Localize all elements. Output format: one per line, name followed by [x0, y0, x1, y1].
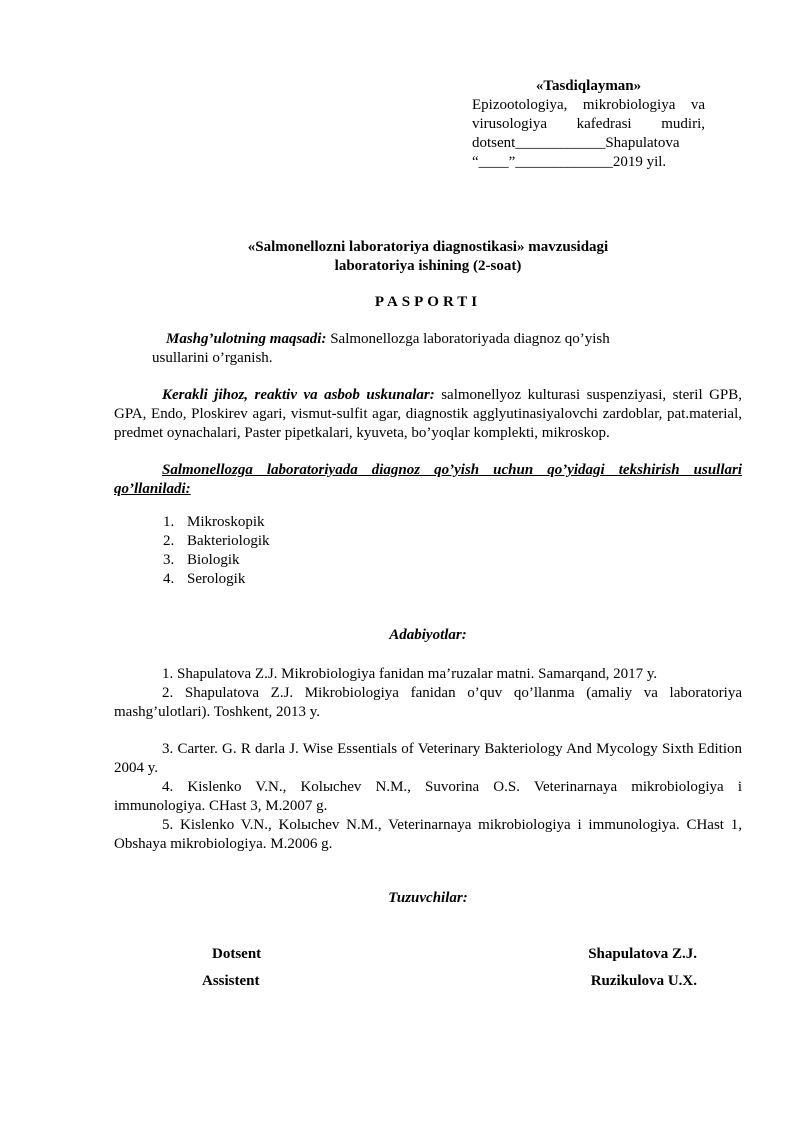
equipment-paragraph: [114, 386, 742, 443]
list-item: 3. Biologik: [163, 552, 240, 568]
equipment-text: salmonellyoz kulturasi suspenziyasi, steril GPB, GPA, Endo, Ploskirev agari, vismut-sulfit agar, diagnostik agglyutinasiyalovchi zardoblar, pat.material, predmet oynachalari, Paster pipetkalari, kyuveta, bo’yoqlar komplekti, mikroskop.: [114, 387, 743, 441]
author-name: Shapulatova Z.J.: [588, 946, 697, 962]
approval-line: dotsent____________Shapulatova: [472, 135, 680, 151]
references-heading: Adabiyotlar:: [389, 627, 467, 643]
author-role: Assistent: [202, 973, 260, 989]
authors-heading: Tuzuvchilar:: [388, 890, 468, 906]
reference-item: 2. Shapulatova Z.J. Mikrobiologiya fanidan o’quv qo’llanma (amaliy va laboratoriya mashg’ulotlari). Toshkent, 2013 y.: [114, 685, 742, 720]
goal-text: Salmonellozga laboratoriyada diagnoz qo’yish: [326, 331, 610, 347]
reference-item: 1. Shapulatova Z.J. Mikrobiologiya fanidan ma’ruzalar matni. Samarqand, 2017 y.: [162, 666, 658, 682]
reference-item: 4. Kislenko V.N., Kolыchev N.M., Suvorina O.S. Veterinarnaya mikrobiologiya i immunologiya. CHast 3, M.2007 g.: [114, 779, 742, 814]
approval-line: “____”_____________2019 yil.: [472, 154, 667, 170]
approval-line: virusologiya kafedrasi mudiri,: [472, 116, 705, 132]
document-title: [114, 238, 742, 276]
title-line: laboratoriya ishining (2-soat): [334, 258, 522, 274]
approval-block: [472, 77, 705, 172]
reference-item: 5. Kislenko V.N., Kolыchev N.M., Veterinarnaya mikrobiologiya i immunologiya. CHast 1, Obshaya mikrobiologiya. M.2006 g.: [114, 817, 742, 852]
author-role: Dotsent: [212, 946, 262, 962]
methods-list: [163, 513, 270, 589]
goal-paragraph: [152, 330, 672, 368]
methods-heading: Salmonellozga laboratoriyada diagnoz qo’yish uchun qo’yidagi tekshirish usullari qo’llaniladi:: [114, 462, 742, 497]
author-name: Ruzikulova U.X.: [590, 973, 697, 989]
list-item: 4. Serologik: [163, 571, 246, 587]
list-item: 2. Bakteriologik: [163, 533, 270, 549]
list-item: 1. Mikroskopik: [163, 514, 265, 530]
pasport-heading: PASPORTI: [374, 294, 482, 310]
title-line: «Salmonellozni laboratoriya diagnostikasi» mavzusidagi: [247, 239, 609, 255]
goal-text-cont: usullarini o’rganish.: [152, 350, 273, 366]
approval-heading: «Tasdiqlayman»: [535, 78, 642, 94]
equipment-label: Kerakli jihoz, reaktiv va asbob uskunalar:: [162, 387, 435, 403]
goal-label: Mashg’ulotning maqsadi:: [166, 331, 327, 347]
approval-line: Epizootologiya, mikrobiologiya va: [472, 97, 705, 113]
reference-item: 3. Carter. G. R darla J. Wise Essentials of Veterinary Bakteriology And Mycology Sixth Edition 2004 y.: [114, 741, 742, 776]
